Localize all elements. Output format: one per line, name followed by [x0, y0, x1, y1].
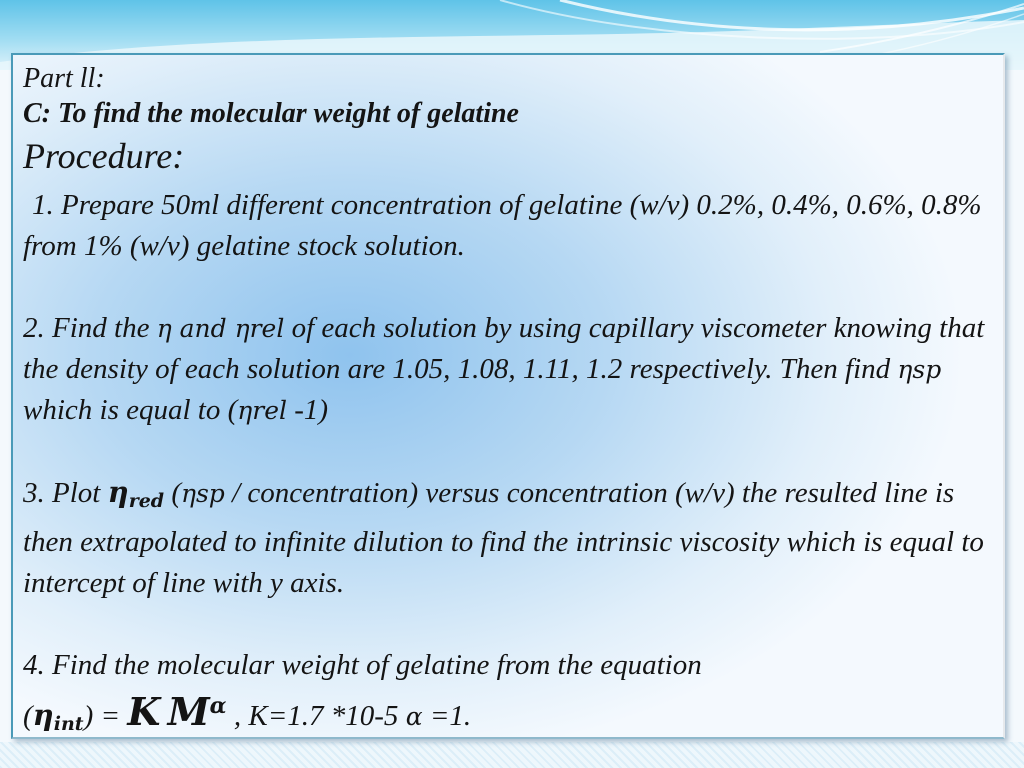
eta-rel-symbol: ηrel	[234, 314, 285, 343]
alpha-exponent: α	[209, 693, 227, 719]
procedure-step-1: 1. Prepare 50ml different concentration of gelatine (w/v) 0.2%, 0.4%, 0.6%, 0.8% from 1% (w/v) gelatine stock solution.	[23, 189, 982, 262]
m-symbol: M	[167, 689, 210, 734]
footer-pattern	[0, 742, 1024, 768]
procedure-step-2	[23, 308, 993, 431]
eta-sp-symbol: ηsp	[181, 479, 225, 508]
equation-equals: ) =	[83, 700, 128, 732]
step-2-text: 2. Find the	[23, 312, 157, 344]
procedure-heading: Procedure:	[23, 136, 185, 176]
step-4-text: 4. Find the molecular weight of gelatine from the equation	[23, 649, 702, 681]
constants-text: =1.	[422, 700, 472, 732]
step-3-text: 3. Plot	[23, 477, 108, 509]
eta-subscript: int	[53, 713, 84, 735]
eta-subscript: red	[128, 490, 165, 512]
eta-symbol: η	[107, 475, 129, 509]
procedure-step-4	[23, 645, 993, 745]
k-symbol: K	[127, 689, 161, 734]
part-label: Part ll:	[23, 63, 105, 94]
procedure-step-3	[23, 472, 993, 604]
step-2-text: of each solution by using capillary viscometer knowing that the density of each solution are 1.05, 1.08, 1.11, 1.2 respectively. Then find	[23, 312, 985, 385]
and-word: and	[171, 314, 235, 343]
eta-symbol: η	[156, 314, 172, 343]
equation-open-paren: (	[23, 700, 33, 732]
slide-content	[23, 61, 993, 745]
content-panel	[11, 53, 1005, 739]
step-2-text: which is equal to (	[23, 394, 238, 426]
section-title: C: To find the molecular weight of gelatine	[23, 98, 519, 129]
constants-text: , K=1.7 *10-5	[226, 700, 406, 732]
eta-sp-symbol: ηsp	[897, 355, 942, 384]
step-3-text: / concentration) versus concentration (w/v) the resulted line is then extrapolated to infinite dilution to find the intrinsic viscosity which is equal to intercept of line with y axis.	[23, 477, 984, 599]
eta-symbol: η	[32, 698, 54, 732]
step-3-text: (	[164, 477, 181, 509]
eta-int-symbol	[32, 698, 84, 735]
eta-rel-symbol: ηrel	[237, 396, 287, 425]
alpha-symbol: α	[405, 702, 423, 731]
step-2-text: -1)	[287, 394, 329, 426]
eta-red-symbol	[107, 475, 165, 512]
